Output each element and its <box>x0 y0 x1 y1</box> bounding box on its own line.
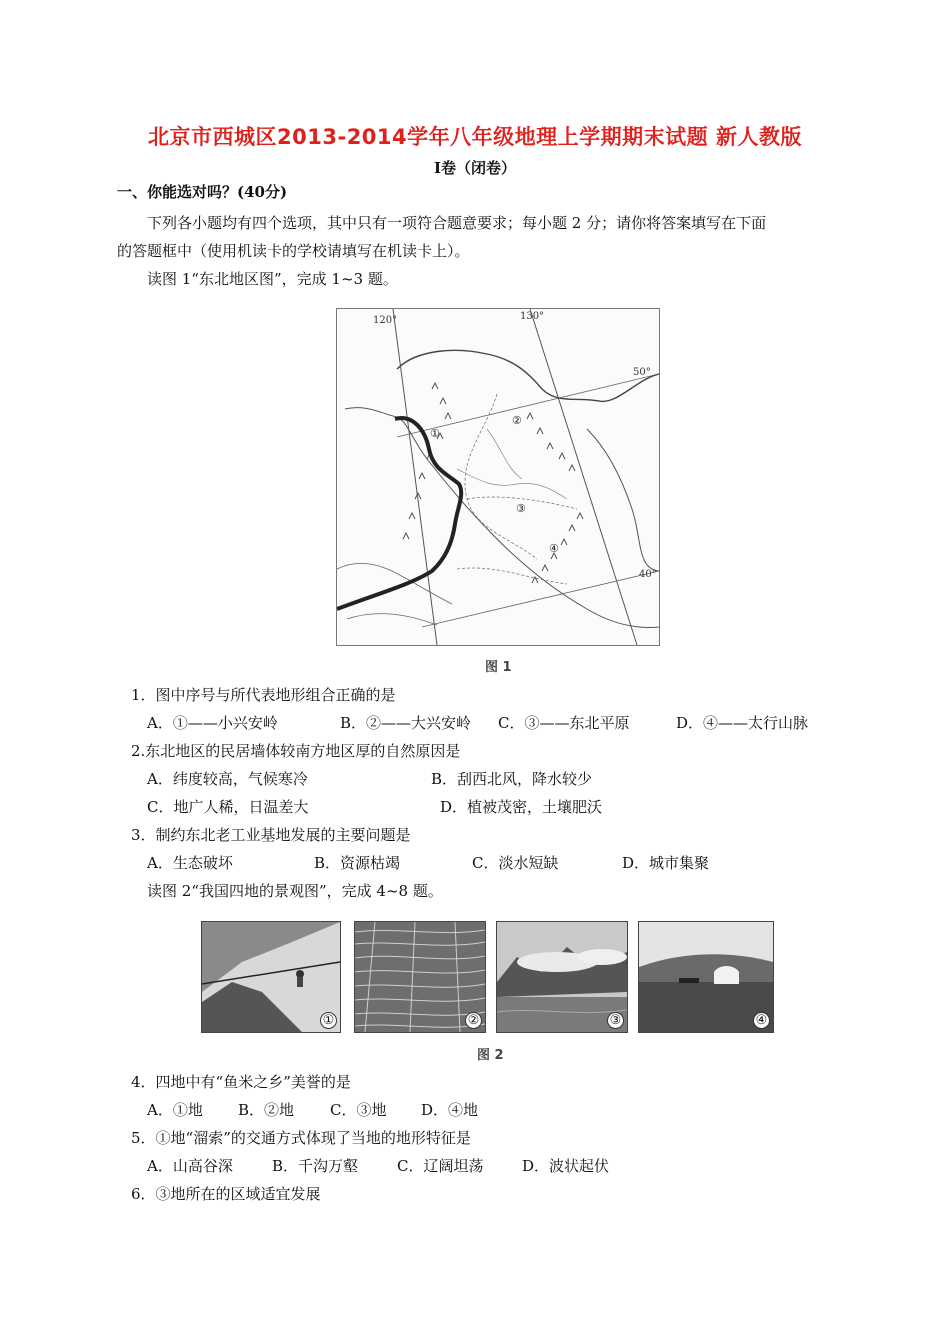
question-2-stem: 2.东北地区的民居墙体较南方地区厚的自然原因是 <box>131 742 461 760</box>
question-4-stem: 4．四地中有“鱼米之乡”美誉的是 <box>131 1073 351 1091</box>
q1-option-a: A．①——小兴安岭 <box>147 714 278 732</box>
figure2-reading-prompt: 读图 2“我国四地的景观图”，完成 4~8 题。 <box>147 882 443 900</box>
grassland-yurt-photo <box>638 921 774 1033</box>
photo-1-image <box>202 922 340 1032</box>
longitude-label-120: 120° <box>373 315 398 326</box>
map-marker-1: ① <box>430 427 440 440</box>
q5-option-a: A．山高谷深 <box>147 1157 233 1175</box>
latitude-label-40: 40° <box>639 569 657 580</box>
q2-option-a: A．纬度较高，气候寒冷 <box>147 770 308 788</box>
latitude-label-50: 50° <box>633 367 651 378</box>
question-5-stem: 5．①地“溜索”的交通方式体现了当地的地形特征是 <box>131 1129 471 1147</box>
q4-option-c: C．③地 <box>330 1101 387 1119</box>
q2-option-b: B．刮西北风，降水较少 <box>431 770 593 788</box>
q3-option-b: B．资源枯竭 <box>314 854 401 872</box>
photo-number-2: ② <box>465 1012 482 1029</box>
figure2-caption: 图 2 <box>477 1048 504 1063</box>
q5-option-b: B．千沟万壑 <box>272 1157 359 1175</box>
photo-number-3: ③ <box>607 1012 624 1029</box>
question-6-stem: 6．③地所在的区域适宜发展 <box>131 1185 321 1203</box>
mountain-clouds-photo <box>496 921 628 1033</box>
q2-option-c: C．地广人稀，日温差大 <box>147 798 309 816</box>
map-marker-3: ③ <box>516 502 526 515</box>
terraced-fields-photo <box>354 921 486 1033</box>
q5-option-d: D．波状起伏 <box>522 1157 610 1175</box>
document-title: 北京市西城区2013-2014学年八年级地理上学期期末试题 新人教版 <box>148 125 802 149</box>
q3-option-a: A．生态破坏 <box>147 854 233 872</box>
figure1-reading-prompt: 读图 1“东北地区图”，完成 1~3 题。 <box>147 270 398 288</box>
map-marker-4: ④ <box>549 542 559 555</box>
photo-number-4: ④ <box>753 1012 770 1029</box>
instruction-line-1: 下列各小题均有四个选项，其中只有一项符合题意要求；每小题 2 分；请你将答案填写在下面 <box>147 214 767 232</box>
q2-option-d: D．植被茂密，土壤肥沃 <box>440 798 603 816</box>
q1-option-b: B．②——大兴安岭 <box>340 714 472 732</box>
q3-option-c: C．淡水短缺 <box>472 854 559 872</box>
northeast-china-map <box>336 308 660 646</box>
map-marker-2: ② <box>512 414 522 427</box>
longitude-label-130: 130° <box>520 311 545 322</box>
q1-option-d: D．④——太行山脉 <box>676 714 809 732</box>
q4-option-a: A．①地 <box>147 1101 203 1119</box>
figure1-caption: 图 1 <box>485 660 512 675</box>
photo-4-image <box>639 922 773 1032</box>
q3-option-d: D．城市集聚 <box>622 854 710 872</box>
section-heading: 一、你能选对吗？(40分) <box>117 183 288 201</box>
q4-option-d: D．④地 <box>421 1101 479 1119</box>
q4-option-b: B．②地 <box>238 1101 295 1119</box>
question-1-stem: 1．图中序号与所代表地形组合正确的是 <box>131 686 396 704</box>
question-3-stem: 3．制约东北老工业基地发展的主要问题是 <box>131 826 411 844</box>
q5-option-c: C．辽阔坦荡 <box>397 1157 484 1175</box>
q1-option-c: C．③——东北平原 <box>498 714 630 732</box>
photo-number-1: ① <box>320 1012 337 1029</box>
instruction-line-2: 的答题框中（使用机读卡的学校请填写在机读卡上）。 <box>117 242 470 260</box>
paper-part-heading: Ⅰ卷（闭卷） <box>433 159 517 177</box>
rope-crossing-photo <box>201 921 341 1033</box>
map-drawing <box>337 309 659 645</box>
